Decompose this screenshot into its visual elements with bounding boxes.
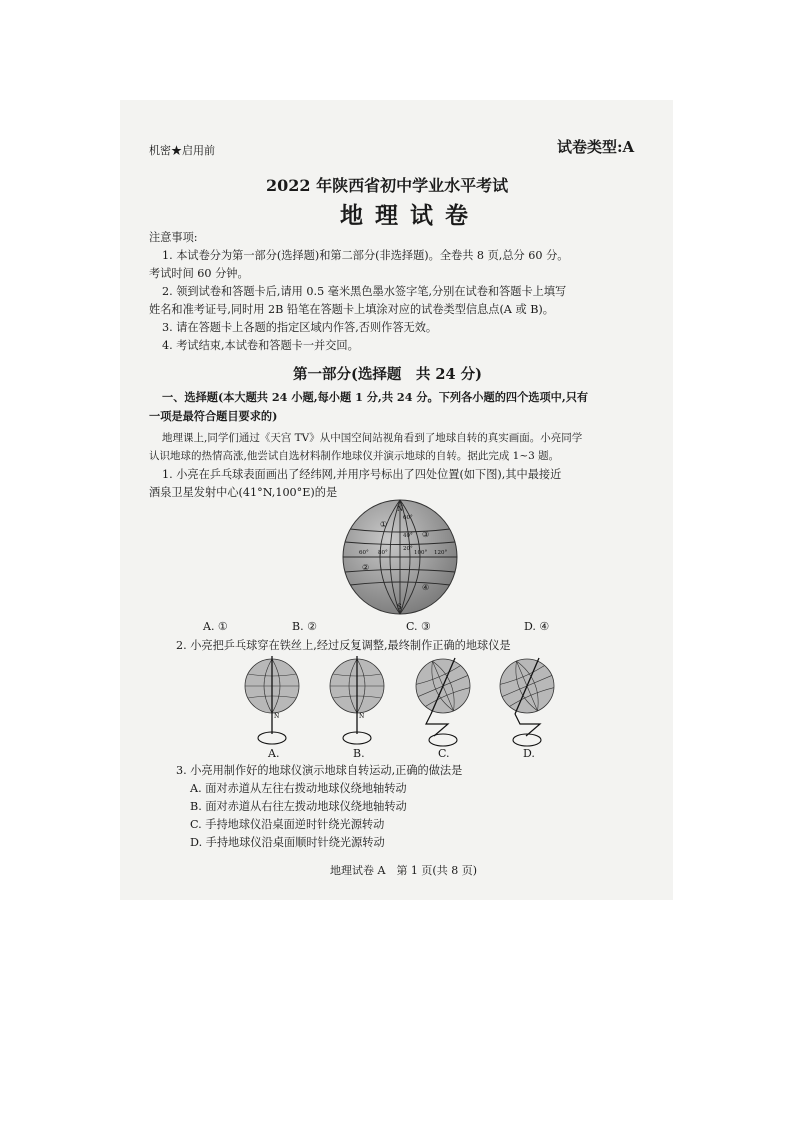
lon-100-label: 100° bbox=[414, 550, 428, 556]
confidential-mark: 机密★启用前 bbox=[149, 144, 215, 157]
notice-item: 考试时间 60 分钟。 bbox=[149, 267, 249, 280]
q1-option-b: B. ② bbox=[292, 620, 317, 633]
notice-item: 1. 本试卷分为第一部分(选择题)和第二部分(非选择题)。全卷共 8 页,总分 60 分。 bbox=[162, 249, 569, 262]
context-paragraph: 地理课上,同学们通过《天宫 TV》从中国空间站视角看到了地球自转的真实画面。小亮同学 bbox=[162, 432, 583, 444]
q1-option-a: A. ① bbox=[203, 620, 228, 633]
question-2-stem: 2. 小亮把乒乓球穿在铁丝上,经过反复调整,最终制作正确的地球仪是 bbox=[176, 639, 511, 652]
q2-label-d: D. bbox=[523, 747, 535, 760]
subject-title: 地 理 试 卷 bbox=[340, 202, 471, 229]
south-label: S bbox=[397, 603, 402, 611]
position-4-marker: ④ bbox=[422, 583, 430, 592]
notice-item: 姓名和准考证号,同时用 2B 铅笔在答题卡上填涂对应的试卷类型信息点(A 或 B)。 bbox=[149, 303, 554, 316]
globe-option-a bbox=[241, 656, 303, 748]
question-3-stem: 3. 小亮用制作好的地球仪演示地球自转运动,正确的做法是 bbox=[176, 764, 463, 777]
position-3-marker: ③ bbox=[422, 530, 430, 539]
notice-item: 3. 请在答题卡上各题的指定区域内作答,否则作答无效。 bbox=[162, 321, 438, 334]
exam-title: 2022 年陕西省初中学业水平考试 bbox=[266, 176, 509, 195]
lat-20-label: 20° bbox=[403, 546, 413, 552]
part1-instruction: 一、选择题(本大题共 24 小题,每小题 1 分,共 24 分。下列各小题的四个选项中,只有 bbox=[162, 390, 589, 404]
graticule-globe-figure bbox=[340, 497, 460, 617]
axis-n-letter: N bbox=[274, 713, 280, 720]
globe-option-b bbox=[326, 656, 388, 748]
position-2-marker: ② bbox=[362, 563, 370, 572]
lat-60-label: 60° bbox=[403, 515, 413, 521]
axis-n-letter: N bbox=[359, 713, 365, 720]
q3-option-c: C. 手持地球仪沿桌面逆时针绕光源转动 bbox=[190, 818, 385, 831]
globe-option-c bbox=[412, 656, 474, 748]
paper-type: 试卷类型:A bbox=[557, 138, 635, 156]
q3-option-a: A. 面对赤道从左往右拨动地球仪绕地轴转动 bbox=[190, 782, 407, 795]
q2-label-a: A. bbox=[268, 747, 280, 760]
notice-item: 2. 领到试卷和答题卡后,请用 0.5 毫米黑色墨水签字笔,分别在试卷和答题卡上填写 bbox=[162, 285, 567, 298]
question-1-stem: 1. 小亮在乒乓球表面画出了经纬网,并用序号标出了四处位置(如下图),其中最接近 bbox=[162, 468, 562, 481]
q3-option-d: D. 手持地球仪沿桌面顺时针绕光源转动 bbox=[190, 836, 385, 849]
q2-label-c: C. bbox=[438, 747, 450, 760]
q1-option-d: D. ④ bbox=[524, 620, 550, 633]
question-1-stem: 酒泉卫星发射中心(41°N,100°E)的是 bbox=[149, 486, 338, 499]
lat-40-label: 40° bbox=[403, 533, 413, 539]
lon-120-label: 120° bbox=[434, 550, 448, 556]
notice-item: 4. 考试结束,本试卷和答题卡一并交回。 bbox=[162, 339, 359, 352]
q1-option-c: C. ③ bbox=[406, 620, 431, 633]
part1-instruction: 一项是最符合题目要求的) bbox=[149, 409, 278, 423]
position-1-marker: ① bbox=[380, 520, 388, 529]
lon-80-label: 80° bbox=[378, 550, 388, 556]
q3-option-b: B. 面对赤道从右往左拨动地球仪绕地轴转动 bbox=[190, 800, 407, 813]
q2-label-b: B. bbox=[353, 747, 365, 760]
globe-option-d bbox=[496, 656, 558, 748]
north-label: N bbox=[397, 505, 404, 513]
page-footer: 地理试卷 A 第 1 页(共 8 页) bbox=[330, 864, 478, 877]
context-paragraph: 认识地球的热情高涨,他尝试自选材料制作地球仪并演示地球的自转。据此完成 1~3 题。 bbox=[149, 450, 560, 462]
lon-60-label: 60° bbox=[359, 550, 369, 556]
part1-heading: 第一部分(选择题 共 24 分) bbox=[293, 366, 482, 383]
notice-heading: 注意事项: bbox=[149, 231, 198, 244]
